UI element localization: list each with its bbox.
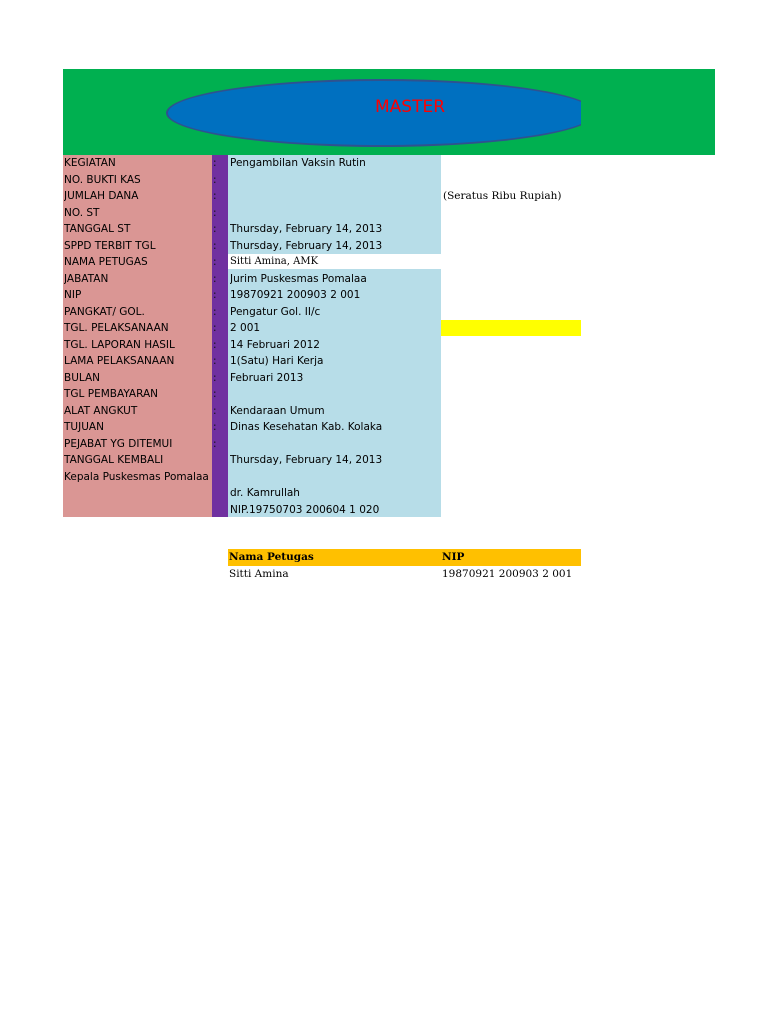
form-row-label: NO. BUKTI KAS <box>64 173 141 186</box>
form-row <box>63 238 581 255</box>
form-row-colon: : <box>213 421 217 433</box>
form-row-label: TANGGAL KEMBALI <box>64 454 164 466</box>
form-row-colon: : <box>213 404 217 417</box>
form-row-label: NIP <box>64 289 82 301</box>
form-row <box>63 205 581 222</box>
form-row <box>63 320 581 337</box>
form-row-value[interactable]: 2 001 <box>230 322 261 334</box>
form-row-label: PEJABAT YG DITEMUI <box>64 437 173 450</box>
cell-nip: 19870921 200903 2 001 <box>442 568 573 580</box>
form-row-label: TGL PEMBAYARAN <box>64 388 159 400</box>
form-row-colon: : <box>213 305 217 318</box>
form-row-label: JUMLAH DANA <box>64 190 139 202</box>
form-row-label: Kepala Puskesmas Pomalaa <box>64 470 209 483</box>
form-row-colon: : <box>213 256 217 268</box>
form-row-value[interactable]: NIP.19750703 200604 1 020 <box>230 503 380 516</box>
form-row-label: KEGIATAN <box>64 157 116 169</box>
form-row-colon: : <box>213 371 217 384</box>
form-row-label: TGL. LAPORAN HASIL <box>64 338 175 351</box>
table-row[interactable] <box>228 566 581 583</box>
form-row <box>63 271 581 288</box>
form-row <box>63 436 581 453</box>
form-row-colon: : <box>213 272 217 285</box>
form-row-label: ALAT ANGKUT <box>64 404 138 417</box>
petugas-table-header <box>228 549 581 566</box>
form-row <box>63 254 581 271</box>
form-row <box>63 502 581 519</box>
form-row <box>63 452 581 469</box>
amount-in-words: (Seratus Ribu Rupiah) <box>443 190 562 202</box>
form-row-value[interactable]: Thursday, February 14, 2013 <box>230 239 383 252</box>
form-row-label: NAMA PETUGAS <box>64 256 148 268</box>
form-row-colon: : <box>213 437 217 450</box>
form-row <box>63 386 581 403</box>
master-form <box>63 155 581 517</box>
form-row-value[interactable]: 1(Satu) Hari Kerja <box>230 355 324 367</box>
form-row <box>63 155 581 172</box>
form-row-colon: : <box>213 239 217 252</box>
form-row-label: SPPD TERBIT TGL <box>64 239 156 252</box>
form-row-colon: : <box>213 173 217 186</box>
form-row-value[interactable]: 14 Februari 2012 <box>230 338 320 351</box>
form-row-value[interactable]: dr. Kamrullah <box>230 487 300 499</box>
form-row-value[interactable]: Dinas Kesehatan Kab. Kolaka <box>230 421 383 433</box>
cell-nama-petugas: Sitti Amina <box>229 568 289 580</box>
form-row <box>63 304 581 321</box>
form-row <box>63 172 581 189</box>
form-row-value[interactable]: Thursday, February 14, 2013 <box>230 454 383 466</box>
form-row-colon: : <box>213 190 217 202</box>
form-row <box>63 469 581 486</box>
form-row-value[interactable]: Pengatur Gol. II/c <box>230 305 321 318</box>
form-row <box>63 403 581 420</box>
header-nama-petugas: Nama Petugas <box>229 551 314 563</box>
form-row-value[interactable]: Pengambilan Vaksin Rutin <box>230 157 366 169</box>
form-row <box>63 337 581 354</box>
form-row <box>63 221 581 238</box>
page-title: MASTER <box>374 97 446 117</box>
form-row <box>63 188 581 205</box>
form-row-label: TUJUAN <box>64 421 104 433</box>
form-row-colon: : <box>213 388 217 400</box>
form-row-value[interactable]: Februari 2013 <box>230 371 304 384</box>
form-row-colon: : <box>213 338 217 351</box>
form-row-value[interactable]: Thursday, February 14, 2013 <box>230 223 383 235</box>
form-row-colon: : <box>213 157 217 169</box>
form-row-label: BULAN <box>64 371 101 384</box>
form-row <box>63 485 581 502</box>
form-row-label: LAMA PELAKSANAAN <box>64 355 175 367</box>
form-row-colon: : <box>213 322 217 334</box>
form-row <box>63 287 581 304</box>
form-row-label: JABATAN <box>64 272 109 285</box>
form-row <box>63 419 581 436</box>
form-row-colon: : <box>213 289 217 301</box>
form-row <box>63 370 581 387</box>
petugas-table <box>228 549 581 583</box>
form-row-colon: : <box>213 355 217 367</box>
form-row-value[interactable]: Jurim Puskesmas Pomalaa <box>230 272 367 285</box>
form-row-label: PANGKAT/ GOL. <box>64 305 145 318</box>
form-row-label: TGL. PELAKSANAAN <box>64 322 169 334</box>
form-row-label: TANGGAL ST <box>64 223 131 235</box>
header-nip: NIP <box>442 551 465 563</box>
form-row-value[interactable]: Kendaraan Umum <box>230 404 325 417</box>
form-row-label: NO. ST <box>64 206 100 219</box>
form-row-value[interactable]: 19870921 200903 2 001 <box>230 289 361 301</box>
form-row-colon: : <box>213 206 217 219</box>
form-row <box>63 353 581 370</box>
form-row-colon: : <box>213 223 217 235</box>
form-row-value[interactable]: Sitti Amina, AMK <box>230 256 319 267</box>
